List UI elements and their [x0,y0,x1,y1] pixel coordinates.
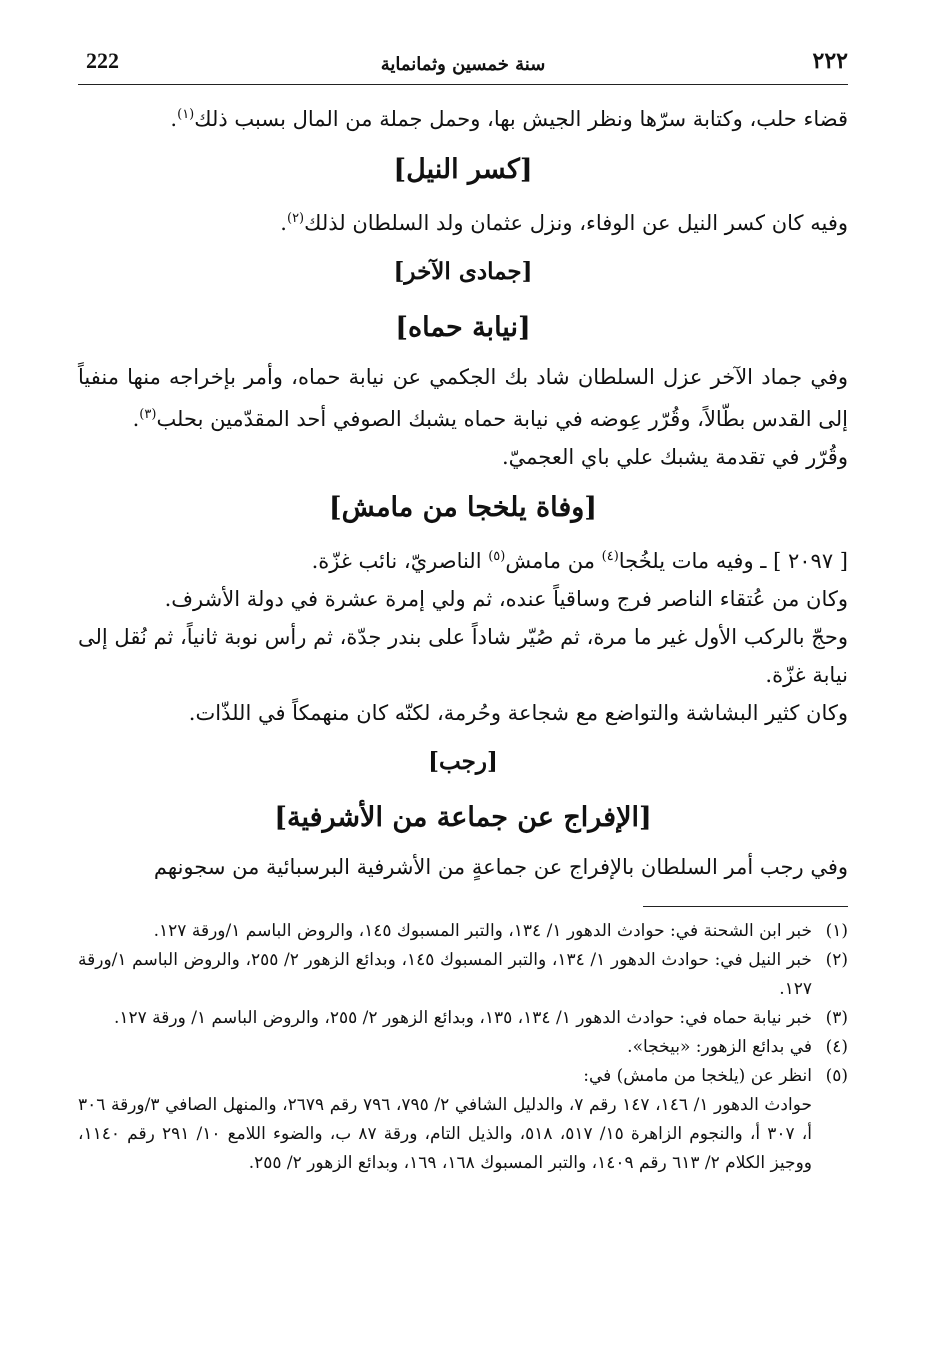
footnote-ref: (٤) [601,549,619,564]
paragraph: قضاء حلب، وكتابة سرّها ونظر الجيش بها، وحمل جملة من المال بسبب ذلك$^{(١)}$. [170,107,848,131]
paragraph: وفي جماد الآخر عزل السلطان شاد بك الجكمي عن نيابة حماه، وأمر بإخراجه منها منفياً إلى القدس بطّالاً، وقُرّر عِوضه في نيابة حماه يشبك الصوفي أحد المقدّمين بحلب$^{(٣)}$. [78,365,848,431]
footnotes [78,917,848,1178]
page-number-arabic: ٢٢٢ [812,48,848,74]
footnote: (١) خبر ابن الشحنة في: حوادث الدهور ١/ ١٣٤، والتبر المسبوك ١٤٥، والروض الباسم ١/ورقة ١٢٧. [153,921,848,941]
paragraph: وفيه كان كسر النيل عن الوفاء، ونزل عثمان ولد السلطان لذلك$^{(٢)}$. [280,211,848,235]
footnote: (٢) خبر النيل في: حوادث الدهور ١/ ١٣٤، والتبر المسبوك ١٤٥، وبدائع الزهور ٢/ ٢٥٥، والروض الباسم ١/ورقة ١٢٧. [78,950,848,999]
footnote: (٤) في بدائع الزهور: «بيخجا». [627,1037,848,1057]
paragraph: وحجّ بالركب الأول غير ما مرة، ثم صُيّر شاداً على بندر جدّة، ثم رأس نوبة ثانياً، ثم نُقل إلى نيابة غزّة. [78,625,848,687]
section-heading: [نيابة حماه] [395,312,531,343]
header-rule [78,84,848,85]
month-heading: [جمادى الآخر] [393,258,533,285]
section-heading: [وفاة يلخجا من مامش] [328,492,598,523]
footnote: (٥) انظر عن (يلخجا من مامش) في: [583,1066,848,1086]
paragraph: وقُرّر في تقدمة يشبك علي باي العجميّ. [501,445,848,469]
footnote-rule [643,906,848,907]
section-heading: [الإفراج عن جماعة من الأشرفية] [274,802,652,833]
footnote-ref: (٢) [286,211,305,226]
paragraph: وكان من عُتقاء الناصر فرج وساقياً عنده، ثم ولي إمرة عشرة في دولة الأشرف. [164,587,848,611]
running-title: سنة خمسين وثمانماية [380,54,546,75]
footnote-ref: (٥) [488,549,506,564]
footnote-ref: (٣) [139,407,157,422]
footnote: (٣) خبر نيابة حماه في: حوادث الدهور ١/ ١٣٤، ١٣٥، وبدائع الزهور ٢/ ٢٥٥، والروض الباسم ١/ ورقة ١٢٧. [113,1008,848,1028]
main-text [78,96,848,1178]
page-header [78,40,848,80]
paragraph: [ ٢٠٩٧ ] ـ وفيه مات يلخُجا$^{(٤)}$ من مامش$^{(٥)}$ الناصريّ، نائب غزّة. [311,549,848,573]
section-heading: [كسر النيل] [393,154,533,185]
footnote-continuation: حوادث الدهور ١/ ١٤٦، ١٤٧ رقم ٧، والدليل الشافي ٢/ ٧٩٥، ٧٩٦ رقم ٢٦٧٩، والمنهل الصافي ٣/ورقة ٣٠٦ أ، ٣٠٧ أ، والنجوم الزاهرة ١٥/ ٥١٧، ٥١٨، والذيل التام، ورقة ٨٧ ب، والضوء اللامع ١٠/ ٢٩١ رقم ١١٤٠، ووجيز الكلام ٢/ ٦١٣ رقم ١٤٠٩، والتبر المسبوك ١٦٨، ١٦٩، وبدائع الزهور ٢/ ٢٥٥. [78,1095,812,1173]
month-heading: [رجب] [428,748,498,775]
paragraph: وكان كثير البشاشة والتواضع مع شجاعة وحُرمة، لكنّه كان منهمكاً في اللذّات. [188,701,848,725]
paragraph: وفي رجب أمر السلطان بالإفراج عن جماعةٍ من الأشرفية البرسبائية من سجونهم [153,855,848,879]
footnote-ref: (١) [177,107,195,122]
page-number-latin: 222 [86,48,119,73]
